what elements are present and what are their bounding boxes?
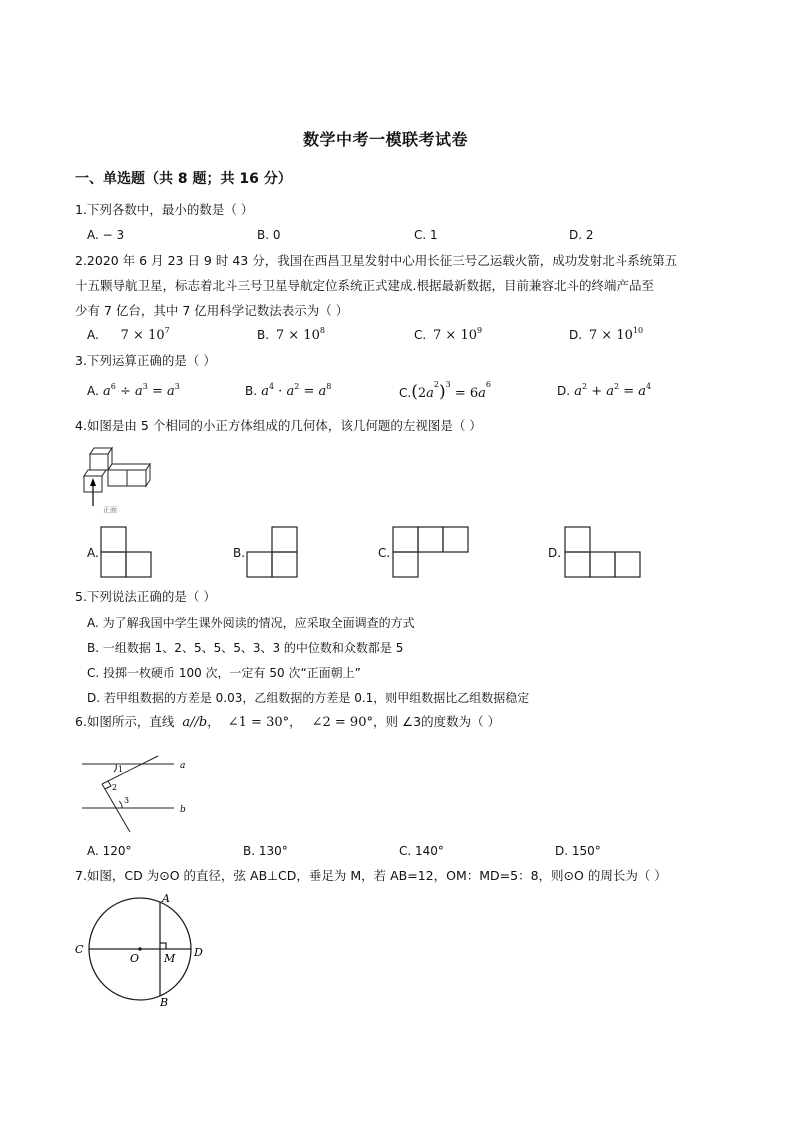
question-2-option-b[interactable] [257,328,325,343]
question-5-stem: 5.下列说法正确的是（ ） [75,589,216,604]
question-6-option-b[interactable]: B. 130° [243,844,288,858]
question-3-option-b[interactable] [245,384,331,399]
question-7-stem: 7.如图，CD 为⊙O 的直径，弦 AB⊥CD，垂足为 M，若 AB=12，OM：MD=5：8，则⊙O 的周长为（ ） [75,868,667,883]
option-exponent: 10 [632,326,644,335]
parallel-statement: a//b [182,715,208,730]
formula-c: $(2a^2)^3 = 6a^6$ [411,380,492,402]
line-b-label: b [180,805,186,815]
question-6-option-a[interactable]: A. 120° [87,844,132,858]
option-label: C. [399,386,412,400]
option-base: 7 × 10 [120,328,165,343]
point-b-label: B [160,996,169,1009]
angle-2-label: 2 [112,783,118,792]
question-6-prefix: 6.如图所示，直线 [75,714,175,729]
question-1-option-c[interactable]: C. 1 [414,228,438,242]
option-label: D. [569,328,583,342]
q6-parallel-lines-figure [78,752,190,834]
question-2-line-3: 少有 7 亿台，其中 7 亿用科学记数法表示为（ ） [75,303,349,318]
angle-1-label: 1 [118,765,124,774]
question-4-option-c-label[interactable]: C. [378,546,391,560]
question-5-option-d[interactable]: D. 若甲组数据的方差是 0.03，乙组数据的方差是 0.1，则甲组数据比乙组数据稳定 [87,691,530,705]
question-2-line-2: 十五颗导航卫星，标志着北斗三号卫星导航定位系统正式建成.根据最新数据，目前兼容北斗的终端产品至 [75,278,654,293]
option-exponent: 8 [319,326,325,335]
option-label: A. [87,328,99,342]
question-1-option-a[interactable]: A. − 3 [87,228,125,242]
question-3-option-a[interactable] [87,384,180,399]
question-6-option-d[interactable]: D. 150° [555,844,601,858]
option-exponent: 9 [477,326,483,335]
page-title: 数学中考一模联考试卷 [303,130,469,149]
formula-a: $a^6 \div a^3 = a^3$ [102,382,180,399]
option-label: B. [257,328,270,342]
point-c-label: C [75,943,84,956]
option-math [121,328,170,343]
option-base: 7 × 10 [275,328,320,343]
question-4-option-b-label[interactable]: B. [233,546,246,560]
question-6-suffix: ，则 ∠3的度数为（ ） [372,714,501,729]
q7-circle-figure [72,888,212,1012]
option-label: B. [245,384,258,398]
question-5-option-a[interactable]: A. 为了解我国中学生课外阅读的情况，应采取全面调查的方式 [87,616,415,630]
question-2-option-d[interactable] [569,328,643,343]
question-3-stem: 3.下列运算正确的是（ ） [75,353,216,368]
formula-b: $a^4 \cdot a^2 = a^8$ [261,382,332,399]
question-1-option-b[interactable]: B. 0 [257,228,281,242]
q4-option-c-figure[interactable] [392,526,474,580]
question-1-option-d[interactable]: D. 2 [569,228,594,242]
point-d-label: D [194,946,203,959]
angle-1-value: ∠1 = 30° [227,715,290,730]
option-math [433,328,482,343]
point-o-label: O [130,952,140,965]
option-label: D. [557,384,571,398]
question-2-line-1: 2.2020 年 6 月 23 日 9 时 43 分，我国在西昌卫星发射中心用长征三号乙运载火箭，成功发射北斗系统第五 [75,253,678,268]
q4-option-a-figure[interactable] [100,526,156,580]
formula-d: $a^2 + a^2 = a^4$ [574,382,652,399]
question-4-option-a-label[interactable]: A. [87,546,99,560]
line-a-label: a [180,761,186,771]
center-point [138,947,142,951]
question-3-option-c[interactable] [399,382,491,402]
option-math [589,328,643,343]
angle-2-value: ∠2 = 90° [311,715,373,730]
question-5-option-b[interactable]: B. 一组数据 1、2、5、5、5、3、3 的中位数和众数都是 5 [87,641,404,655]
question-6-option-c[interactable]: C. 140° [399,844,444,858]
question-4-option-d-label[interactable]: D. [548,546,562,560]
option-exponent: 7 [164,326,170,335]
question-2-option-c[interactable] [414,328,482,343]
section-heading: 一、单选题（共 8 题；共 16 分） [75,171,292,187]
question-6-stem: 6.如图所示，直线 a//b， ∠1 = 30°， ∠2 = 90°，则 ∠3的度数为（ ） [75,714,501,730]
angle-3-label: 3 [124,796,130,805]
q4-option-d-figure[interactable] [564,526,646,580]
point-m-label: M [164,952,176,965]
option-label: C. [414,328,427,342]
question-3-option-d[interactable] [557,384,651,399]
option-math [276,328,325,343]
option-base: 7 × 10 [433,328,478,343]
option-label: A. [87,384,99,398]
question-1-stem: 1.下列各数中，最小的数是（ ） [75,202,254,217]
option-base: 7 × 10 [588,328,633,343]
front-view-label: 正面 [103,506,117,514]
question-5-option-c[interactable]: C. 投掷一枚硬币 100 次，一定有 50 次“正面朝上” [87,666,361,680]
question-4-stem: 4.如图是由 5 个相同的小正方体组成的几何体，该几何题的左视图是（ ） [75,418,482,433]
q4-option-b-figure[interactable] [246,526,302,580]
question-2-option-a[interactable] [87,328,170,343]
q4-solid-figure [80,440,156,514]
point-a-label: A [162,892,170,905]
